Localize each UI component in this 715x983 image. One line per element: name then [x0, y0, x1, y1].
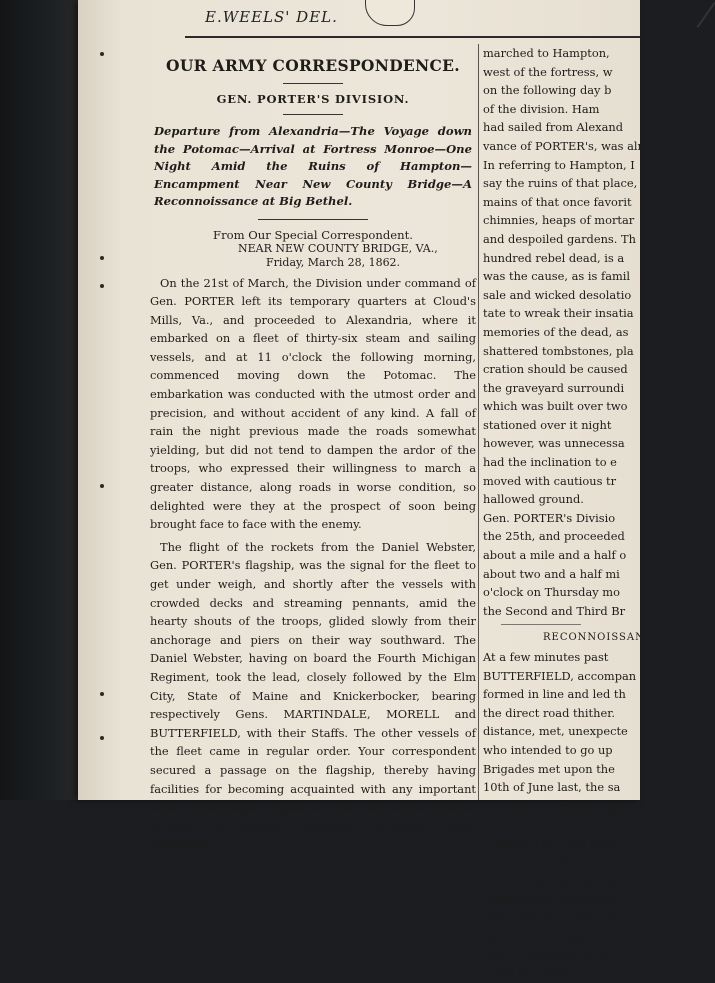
column-line: about two and a half mi [483, 566, 620, 581]
column-line: between two Union regi [483, 798, 623, 813]
map-illustration-strip [185, 0, 640, 38]
column-line: o'clock on Thursday mo [483, 585, 620, 600]
column-line: mains of that once favorit [483, 194, 632, 209]
column-line: stationed over it night [483, 417, 612, 432]
column-line: came the other [483, 966, 571, 981]
column-line: In referring to Hampton, I [483, 157, 635, 172]
column-line: formed in line and led th [483, 687, 626, 702]
column-line: line of skirmishers fro [483, 947, 611, 962]
column-line: of the division. Ham [483, 101, 600, 116]
dateline [238, 242, 476, 270]
column-line: the direct road thither. [483, 705, 616, 720]
column-line: hundred rebel dead, is a [483, 250, 625, 265]
binding-hole [100, 692, 104, 696]
column-line: distance, met, unexpecte [483, 724, 628, 739]
dateline-date: Friday, March 28, 1862. [266, 255, 401, 269]
binding-edge [0, 0, 86, 800]
map-shape [365, 0, 415, 26]
column-line: was the cause, as is famil [483, 269, 631, 284]
column-line: sale and wicked desolatio [483, 287, 632, 302]
column-line: disaster. Here the brigs [483, 835, 620, 850]
column-line: and despoiled gardens. Th [483, 231, 636, 246]
column-line: skirmishers, composed o [483, 891, 627, 906]
column-line: Brigades met upon the [483, 761, 615, 776]
column-line: west of the fortress, w [483, 64, 613, 79]
engraver-credit: E.WEELS' DEL. [205, 8, 338, 26]
column-line: had the inclination to e [483, 455, 617, 470]
article-paragraph: The flight of the rockets from the Daniel Webster, Gen. PORTER's flagship, was the signal for the fleet to get under weigh, and shortly after the vessels with crowded decks and streaming pennants, amid the hearty shouts of the troops, glided slowly from their anchorage and piers on their way southward. The Daniel Webster, having on board the Fourth Michigan Regiment, took the lead, closely followed by the Elm City, State of Maine and Knickerbocker, bearing respectively Gens. MARTINDALE, MORELL and BUTTERFIELD, with their Staffs. The other vessels of the fleet came in regular order. Your correspondent secured a passage on the flagship, thereby having facilities for becoming acquainted with any important event which might happen on board any of the vessels. Nothing of moment, however, occurred. Some uneasiness [150, 539, 476, 852]
binding-hole [100, 736, 104, 740]
column-line: forward as originally pl [483, 873, 618, 888]
column-line: moved with cautious tr [483, 473, 617, 488]
column-line: hallowed ground. [483, 492, 584, 507]
title-rule [283, 83, 343, 84]
column-line: say the ruins of that place, [483, 176, 638, 191]
column-line: chimnies, heaps of mortar [483, 213, 635, 228]
column-line: Gen. PORTER's Divisio [483, 510, 616, 525]
column-line: memories of the dead, as [483, 324, 629, 339]
dateline-place: NEAR NEW COUNTY BRIDGE, VA., [238, 241, 438, 255]
column-line: the Second and Third Br [483, 603, 626, 618]
column-line: tate to wreak their insatia [483, 306, 634, 321]
column-line: marched to Hampton, [483, 46, 610, 60]
column-line: BUTTERFIELD, accompan [483, 668, 637, 683]
column-line: 10th of June last, the sa [483, 780, 621, 795]
column-subhead: RECONNOISSANC [543, 632, 654, 644]
column-line: At a few minutes past [483, 650, 609, 664]
column-line: however, was unnecessa [483, 436, 625, 451]
column-line: vance of PORTER's, was alre [483, 138, 650, 153]
column-line: cration should be caused [483, 362, 628, 377]
column-line: who intended to go up [483, 742, 613, 757]
column-line: the road leading to the [483, 854, 616, 869]
section-rule [501, 624, 581, 625]
column-line: Sharpshooters, who we [483, 910, 619, 925]
article-subtitle: GEN. PORTER'S DIVISION. [216, 92, 410, 106]
binding-hole [100, 284, 104, 288]
subtitle-rule [283, 114, 343, 115]
column-line: had sailed from Alexand [483, 120, 624, 135]
article-deck: Departure from Alexandria—The Voyage down the Potomac—Arrival at Fortress Monroe—One Night Amid the Ruins of Hampton—Encampment Near New County Bridge—A Reconnoissance at Big Bethel. [154, 124, 472, 208]
article-paragraph: On the 21st of March, the Division under command of Gen. PORTER left its temporary quarters at Cloud's Mills, Va., and proceeded to Alexandria, where it embarked on a fleet of thirty-six steam and sailing vessels, and at 11 o'clock the following morning, commenced moving down the Potomac. The embarkation was conducted with the utmost order and precision, and without accident of any kind. A fall of rain the night previous made the roads somewhat yielding, but did not tend to dampen the ardor of the troops, who expressed their willingness to march a greater distance, along roads in worse condition, so delighted were they at the prospect of soon being brought face to face with the enemy. [150, 275, 476, 532]
column-line: every precaution had b [483, 817, 617, 832]
column-line: which was built over two [483, 399, 628, 414]
binding-hole [100, 484, 104, 488]
column-line: shattered tombstones, pla [483, 343, 634, 358]
column-rule [478, 44, 479, 800]
adjacent-column [483, 44, 654, 983]
article-title: OUR ARMY CORRESPONDENCE. [166, 56, 460, 75]
binding-hole [100, 256, 104, 260]
map-line [697, 2, 715, 28]
article-column [150, 44, 476, 854]
column-line: the 25th, and proceeded [483, 529, 625, 544]
column-line: on the following day b [483, 83, 612, 98]
column-line: Seventeenth Regiment [483, 928, 615, 943]
correspondent-line: From Our Special Correspondent. [213, 227, 413, 242]
binding-hole [100, 52, 104, 56]
column-line: about a mile and a half o [483, 548, 627, 563]
deck-rule [258, 219, 368, 220]
column-line: the graveyard surroundi [483, 380, 625, 395]
